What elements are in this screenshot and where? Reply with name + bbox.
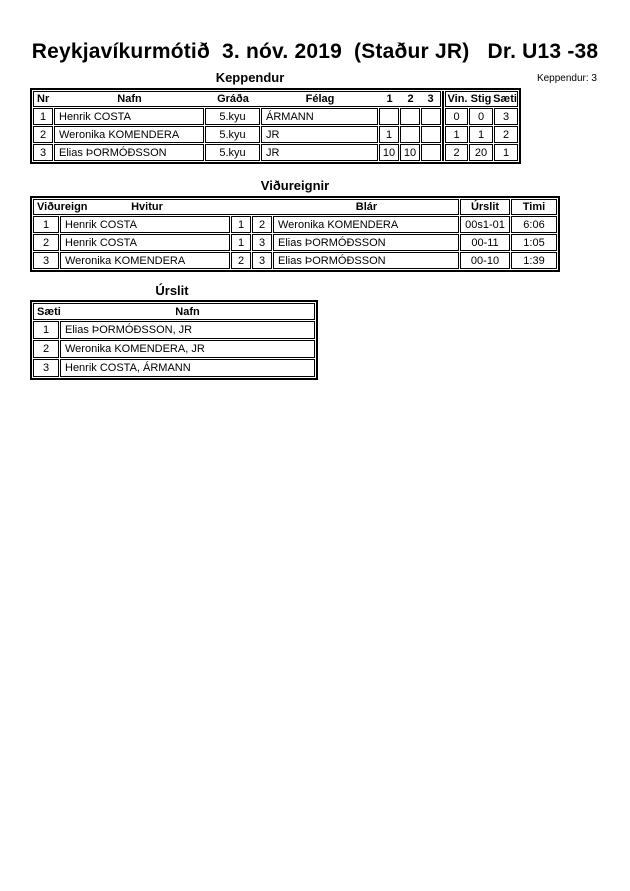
cell-saeti: 1 (494, 144, 518, 161)
vidureignir-table (30, 196, 560, 272)
cell-round2: 10 (400, 144, 420, 161)
urslit-table (30, 300, 318, 380)
vidureignir-heading: Viðureignir (260, 178, 330, 193)
cell-blar-nr: 3 (252, 234, 272, 251)
col-header-saeti: Sæti (493, 93, 517, 105)
cell-nafn: Weronika KOMENDERA, JR (60, 340, 315, 358)
cell-blar-nr: 2 (252, 216, 272, 233)
cell-timi: 1:05 (511, 234, 557, 251)
page-title: Reykjavíkurmótið 3. nóv. 2019 (Staður JR) Dr. U13 -38 (31, 40, 599, 63)
col-header-round3: 3 (427, 93, 434, 105)
col-header-saeti: Sæti (37, 305, 61, 318)
cell-urslit: 00-10 (460, 252, 510, 269)
col-header-urslit: Úrslit (460, 199, 510, 215)
cell-round1: 1 (379, 126, 399, 143)
col-header-nafn: Nafn (175, 305, 200, 318)
cell-grada: 5.kyu (205, 108, 260, 125)
cell-blar: Weronika KOMENDERA (273, 216, 459, 233)
cell-hvitur: Weronika KOMENDERA (60, 252, 230, 269)
col-header-timi: Timi (511, 199, 557, 215)
cell-hvitur-nr: 2 (231, 252, 251, 269)
col-header-nr: Nr (37, 93, 50, 105)
cell-round1: 10 (379, 144, 399, 161)
keppendur-header-right (445, 91, 518, 107)
col-header-round2: 2 (407, 93, 414, 105)
cell-grada: 5.kyu (205, 126, 260, 143)
cell-round1 (379, 108, 399, 125)
urslit-header-row (33, 303, 315, 320)
cell-timi: 1:39 (511, 252, 557, 269)
cell-timi: 6:06 (511, 216, 557, 233)
col-header-grada: Gráða (217, 93, 249, 105)
col-header-vin: Vin. (447, 93, 468, 105)
keppendur-header-left (33, 91, 441, 107)
cell-felag: ÁRMANN (261, 108, 378, 125)
cell-saeti: 2 (494, 126, 518, 143)
col-header-vidureign: Viðureign (37, 201, 88, 213)
cell-vin: 2 (445, 144, 468, 161)
vidureignir-header-left (33, 199, 459, 215)
cell-nafn: Henrik COSTA (54, 108, 204, 125)
cell-saeti: 3 (33, 359, 59, 377)
cell-round3 (421, 144, 441, 161)
cell-nafn: Elias ÞORMÓÐSSON (54, 144, 204, 161)
col-header-nafn: Nafn (117, 93, 142, 105)
col-header-hvitur: Hvitur (131, 201, 163, 213)
cell-match-nr: 3 (33, 252, 59, 269)
cell-match-nr: 2 (33, 234, 59, 251)
cell-hvitur-nr: 1 (231, 216, 251, 233)
cell-saeti: 3 (494, 108, 518, 125)
cell-blar: Elias ÞORMÓÐSSON (273, 234, 459, 251)
cell-nr: 1 (33, 108, 53, 125)
cell-felag: JR (261, 144, 378, 161)
cell-stig: 20 (469, 144, 493, 161)
cell-vin: 0 (445, 108, 468, 125)
cell-urslit: 00-11 (460, 234, 510, 251)
cell-stig: 1 (469, 126, 493, 143)
cell-round3 (421, 126, 441, 143)
urslit-heading: Úrslit (155, 283, 189, 298)
cell-nafn: Henrik COSTA, ÁRMANN (60, 359, 315, 377)
cell-felag: JR (261, 126, 378, 143)
col-header-felag: Félag (305, 93, 335, 105)
group-divider-line (442, 91, 444, 161)
cell-vin: 1 (445, 126, 468, 143)
keppendur-table (30, 88, 521, 164)
col-header-blar: Blár (355, 201, 378, 213)
cell-round2 (400, 108, 420, 125)
cell-nafn: Elias ÞORMÓÐSSON, JR (60, 321, 315, 339)
col-header-round1: 1 (386, 93, 393, 105)
cell-nafn: Weronika KOMENDERA (54, 126, 204, 143)
cell-urslit: 00s1-01 (460, 216, 510, 233)
cell-hvitur: Henrik COSTA (60, 234, 230, 251)
cell-hvitur: Henrik COSTA (60, 216, 230, 233)
cell-round3 (421, 108, 441, 125)
keppendur-heading: Keppendur (215, 70, 285, 85)
cell-saeti: 2 (33, 340, 59, 358)
competitor-count-label: Keppendur: 3 (536, 73, 597, 84)
cell-nr: 3 (33, 144, 53, 161)
cell-blar-nr: 3 (252, 252, 272, 269)
cell-hvitur-nr: 1 (231, 234, 251, 251)
cell-round2 (400, 126, 420, 143)
cell-grada: 5.kyu (205, 144, 260, 161)
col-header-stig: Stig (470, 93, 492, 105)
cell-match-nr: 1 (33, 216, 59, 233)
cell-nr: 2 (33, 126, 53, 143)
cell-stig: 0 (469, 108, 493, 125)
cell-blar: Elias ÞORMÓÐSSON (273, 252, 459, 269)
cell-saeti: 1 (33, 321, 59, 339)
